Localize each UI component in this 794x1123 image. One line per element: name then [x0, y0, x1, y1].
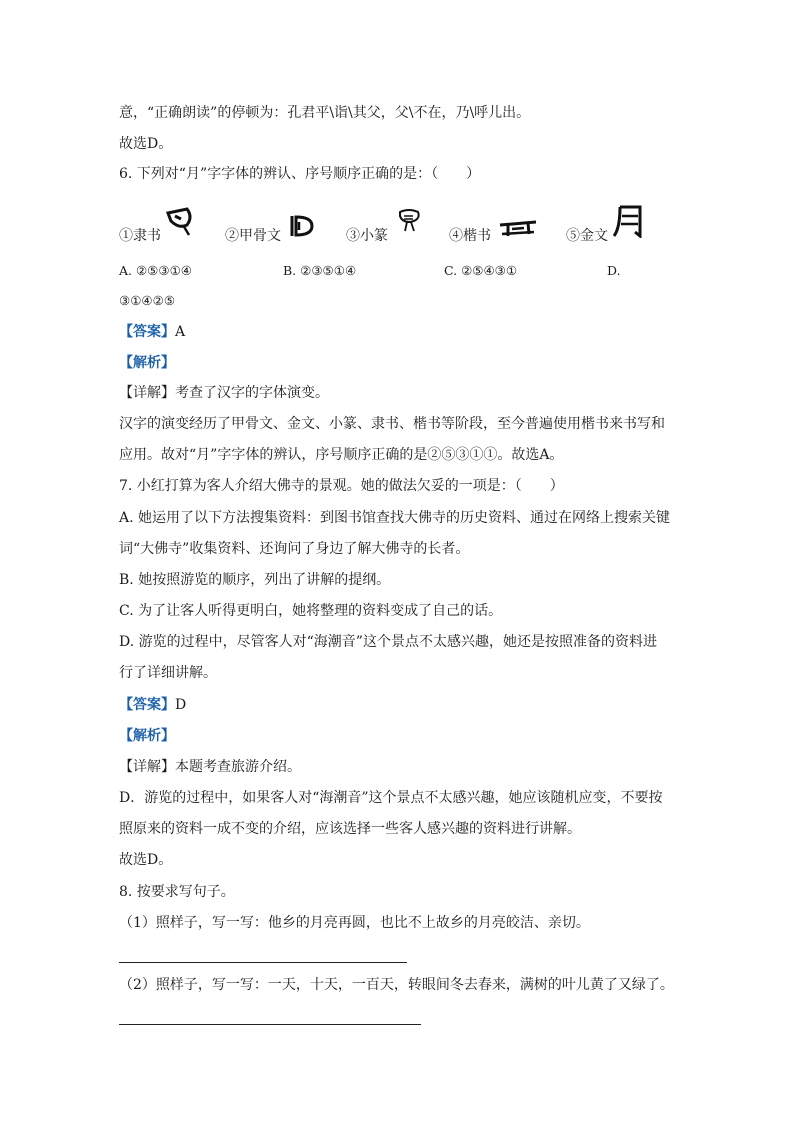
analysis-label: 【解析】 — [119, 355, 175, 371]
text-line: A. 她运用了以下方法搜集资料：到图书馆查找大佛寺的历史资料、通过在网络上搜索关键 — [119, 510, 671, 526]
text-line: 应用。故对“月”字字体的辨认，序号顺序正确的是②⑤③①①。故选A。 — [119, 447, 564, 463]
text-line: 故选D。 — [119, 136, 173, 152]
text-line: 照原来的资料一成不变的介绍，应该选择一些客人感兴趣的资料进行讲解。 — [119, 821, 581, 837]
yue-jinwen-icon — [612, 204, 644, 238]
text-line: 行了详细讲解。 — [119, 665, 217, 681]
text-line: 词“大佛寺”收集资料、还询问了身边了解大佛寺的长者。 — [119, 541, 470, 557]
text-line: 【详解】考查了汉字的字体演变。 — [119, 385, 329, 401]
text-line: D. 游览的过程中，尽管客人对“海潮音”这个景点不太感兴趣，她还是按照准备的资料进 — [119, 634, 657, 650]
yue-lishu-icon — [165, 207, 195, 237]
text-line: 【详解】本题考查旅游介绍。 — [119, 759, 301, 775]
script-label-jiaguwen: ②甲骨文 — [225, 228, 281, 244]
text-line: C. 为了让客人听得更明白，她将整理的资料变成了自己的话。 — [119, 603, 503, 619]
option-b: B. ②③⑤①④ — [283, 263, 357, 278]
text-line: B. 她按照游览的顺序，列出了讲解的提纲。 — [119, 572, 391, 588]
answer-label: 【答案】 — [119, 324, 175, 340]
answer-line — [119, 322, 185, 342]
option-a: A. ②⑤③①④ — [119, 263, 193, 278]
yue-jiaguwen-icon — [290, 214, 316, 238]
script-label-xiaozhuan: ③小篆 — [346, 228, 388, 244]
answer-label: 【答案】 — [119, 697, 175, 713]
option-c: C. ②⑤④③① — [444, 263, 518, 278]
answer-blank-line[interactable] — [119, 1024, 421, 1025]
question-7-title: 7. 小红打算为客人介绍大佛寺的景观。她的做法欠妥的一项是：（ ） — [119, 478, 564, 494]
script-label-kaishu: ④楷书 — [449, 228, 491, 244]
question-8-title: 8. 按要求写句子。 — [119, 884, 235, 900]
yue-kaishu-icon — [498, 219, 538, 239]
text-line: D．游览的过程中，如果客人对“海潮音”这个景点不太感兴趣，她应该随机应变，不要按 — [119, 790, 663, 806]
text-line: 汉字的演变经历了甲骨文、金文、小篆、隶书、楷书等阶段，至今普遍使用楷书来书写和 — [119, 416, 665, 432]
analysis-label: 【解析】 — [119, 728, 175, 744]
text-line: （1）照样子，写一写：他乡的月亮再圆，也比不上故乡的月亮皎洁、亲切。 — [119, 915, 590, 931]
answer-value: A — [175, 324, 186, 340]
text-line: 故选D。 — [119, 852, 173, 868]
yue-xiaozhuan-icon — [396, 208, 422, 234]
option-d: D. — [607, 263, 621, 278]
script-label-jinwen: ⑤金文 — [566, 228, 608, 244]
question-6-title: 6. 下列对“月”字字体的辨认、序号顺序正确的是：（ ） — [119, 166, 481, 182]
script-label-lishu: ①隶书 — [119, 228, 161, 244]
answer-blank-line[interactable] — [119, 962, 407, 963]
text-line: （2）照样子，写一写：一天，十天，一百天，转眼间冬去春来，满树的叶儿黄了又绿了。 — [119, 977, 674, 993]
option-d-value: ③①④②⑤ — [119, 293, 176, 308]
answer-value: D — [175, 697, 187, 713]
text-line: 意，“正确朗读”的停顿为：孔君平\诣\其父，父\不在，乃\呼儿出。 — [119, 105, 531, 121]
answer-line — [119, 695, 186, 715]
